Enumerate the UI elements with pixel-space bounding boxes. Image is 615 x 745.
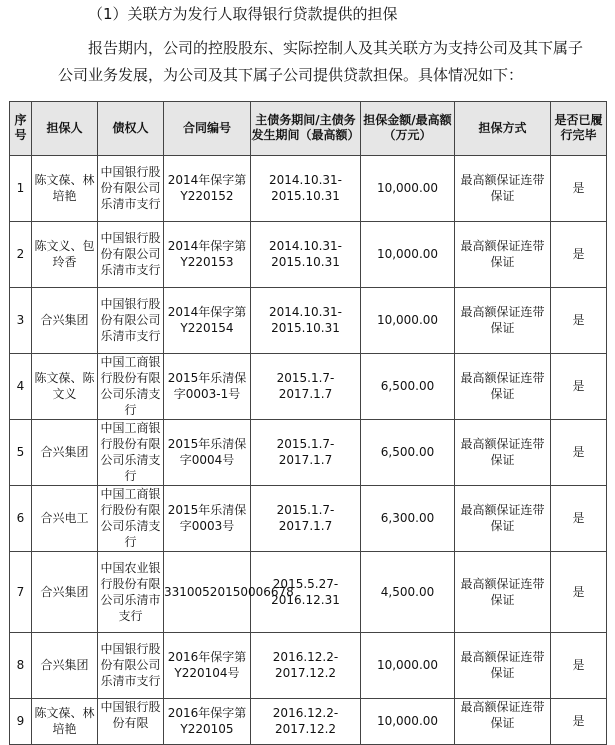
intro-paragraph-line-2: 公司业务发展，为公司及其下属子公司提供贷款担保。具体情况如下： xyxy=(58,66,524,84)
cell-completed: 是 xyxy=(551,698,607,744)
cell-amount: 6,500.00 xyxy=(361,353,455,419)
cell-method: 最高额保证连带保证 xyxy=(455,485,551,551)
cell-completed: 是 xyxy=(551,419,607,485)
cell-creditor: 中国农业银行股份有限公司乐清市支行 xyxy=(98,551,164,632)
cell-creditor: 中国银行股份有限公司乐清市支行 xyxy=(98,287,164,353)
cell-completed: 是 xyxy=(551,632,607,698)
cell-amount: 6,500.00 xyxy=(361,419,455,485)
cell-index: 1 xyxy=(10,155,32,221)
cell-period: 2016.12.2-2017.12.2 xyxy=(251,632,361,698)
table-row xyxy=(10,155,607,221)
table-row xyxy=(10,485,607,551)
cell-completed: 是 xyxy=(551,353,607,419)
header-creditor: 债权人 xyxy=(98,101,164,155)
cell-creditor xyxy=(98,698,164,744)
header-amount: 担保金额/最高额（万元） xyxy=(361,101,455,155)
cell-contract: 2015年乐清保字0004号 xyxy=(164,419,251,485)
cell-completed: 是 xyxy=(551,287,607,353)
cell-contract: 2015年乐清保字0003号 xyxy=(164,485,251,551)
cell-creditor: 中国银行股份有限公司乐清市支行 xyxy=(98,632,164,698)
cell-guarantor: 陈文葆、陈文义 xyxy=(32,353,98,419)
cell-guarantor: 合兴集团 xyxy=(32,419,98,485)
cell-creditor-text: 中国银行股份有限 xyxy=(100,699,161,730)
cell-creditor: 中国工商银行股份有限公司乐清支行 xyxy=(98,485,164,551)
table-row xyxy=(10,551,607,632)
cell-index: 9 xyxy=(10,698,32,744)
table-row xyxy=(10,419,607,485)
cell-index: 5 xyxy=(10,419,32,485)
cell-period: 2014.10.31-2015.10.31 xyxy=(251,155,361,221)
intro-paragraph-line-1: 报告期内，公司的控股股东、实际控制人及其关联方为支持公司及其下属子 xyxy=(88,39,584,57)
cell-amount: 10,000.00 xyxy=(361,155,455,221)
cell-completed: 是 xyxy=(551,551,607,632)
header-contract: 合同编号 xyxy=(164,101,251,155)
cell-contract: 2014年保字第Y220153 xyxy=(164,221,251,287)
cell-contract: 2016年保字第Y220104号 xyxy=(164,632,251,698)
cell-guarantor: 陈文义、包玲香 xyxy=(32,221,98,287)
cell-period: 2015.5.27-2016.12.31 xyxy=(251,551,361,632)
cell-contract: 2014年保字第Y220152 xyxy=(164,155,251,221)
header-guarantor: 担保人 xyxy=(32,101,98,155)
cell-completed: 是 xyxy=(551,485,607,551)
cell-method xyxy=(455,698,551,744)
cell-contract: 2014年保字第Y220154 xyxy=(164,287,251,353)
cell-guarantor: 合兴电工 xyxy=(32,485,98,551)
cell-guarantor: 合兴集团 xyxy=(32,551,98,632)
table-row xyxy=(10,698,607,744)
cell-amount: 10,000.00 xyxy=(361,698,455,744)
table-row xyxy=(10,221,607,287)
table-row xyxy=(10,353,607,419)
cell-amount: 10,000.00 xyxy=(361,221,455,287)
cell-guarantor: 合兴集团 xyxy=(32,632,98,698)
table-row xyxy=(10,287,607,353)
cell-index: 3 xyxy=(10,287,32,353)
cell-index: 7 xyxy=(10,551,32,632)
cell-creditor: 中国工商银行股份有限公司乐清支行 xyxy=(98,353,164,419)
cell-period: 2014.10.31-2015.10.31 xyxy=(251,221,361,287)
cell-method: 最高额保证连带保证 xyxy=(455,419,551,485)
table-header-row xyxy=(10,101,607,155)
cell-index: 8 xyxy=(10,632,32,698)
cell-index: 4 xyxy=(10,353,32,419)
cell-period: 2015.1.7-2017.1.7 xyxy=(251,485,361,551)
cell-contract: 33100520150006678 xyxy=(164,551,251,632)
cell-guarantor: 陈文葆、林培艳 xyxy=(32,698,98,744)
cell-period: 2016.12.2-2017.12.2 xyxy=(251,698,361,744)
cell-creditor: 中国银行股份有限公司乐清市支行 xyxy=(98,221,164,287)
cell-method: 最高额保证连带保证 xyxy=(455,287,551,353)
cell-contract: 2016年保字第Y220105 xyxy=(164,698,251,744)
guarantee-table xyxy=(9,95,607,745)
cell-amount: 6,300.00 xyxy=(361,485,455,551)
header-period: 主债务期间/主债务发生期间（最高额） xyxy=(251,101,361,155)
cell-creditor: 中国银行股份有限公司乐清市支行 xyxy=(98,155,164,221)
header-method: 担保方式 xyxy=(455,101,551,155)
cell-method: 最高额保证连带保证 xyxy=(455,632,551,698)
cell-period: 2015.1.7-2017.1.7 xyxy=(251,353,361,419)
cell-completed: 是 xyxy=(551,221,607,287)
cell-method: 最高额保证连带保证 xyxy=(455,353,551,419)
header-index: 序号 xyxy=(10,101,32,155)
header-completed: 是否已履行完毕 xyxy=(551,101,607,155)
cell-method: 最高额保证连带保证 xyxy=(455,551,551,632)
cell-guarantor: 合兴集团 xyxy=(32,287,98,353)
cell-completed: 是 xyxy=(551,155,607,221)
table-row xyxy=(10,632,607,698)
cell-period: 2014.10.31-2015.10.31 xyxy=(251,287,361,353)
cell-index: 6 xyxy=(10,485,32,551)
cell-period: 2015.1.7-2017.1.7 xyxy=(251,419,361,485)
cell-method: 最高额保证连带保证 xyxy=(455,155,551,221)
cell-method: 最高额保证连带保证 xyxy=(455,221,551,287)
cell-guarantor: 陈文葆、林培艳 xyxy=(32,155,98,221)
cell-amount: 10,000.00 xyxy=(361,287,455,353)
cell-amount: 4,500.00 xyxy=(361,551,455,632)
cell-method-text: 最高额保证连带保证 xyxy=(460,699,545,730)
cell-contract: 2015年乐清保字0003-1号 xyxy=(164,353,251,419)
cell-amount: 10,000.00 xyxy=(361,632,455,698)
cell-index: 2 xyxy=(10,221,32,287)
cell-creditor: 中国工商银行股份有限公司乐清支行 xyxy=(98,419,164,485)
section-heading: （1）关联方为发行人取得银行贷款提供的担保 xyxy=(88,5,398,23)
